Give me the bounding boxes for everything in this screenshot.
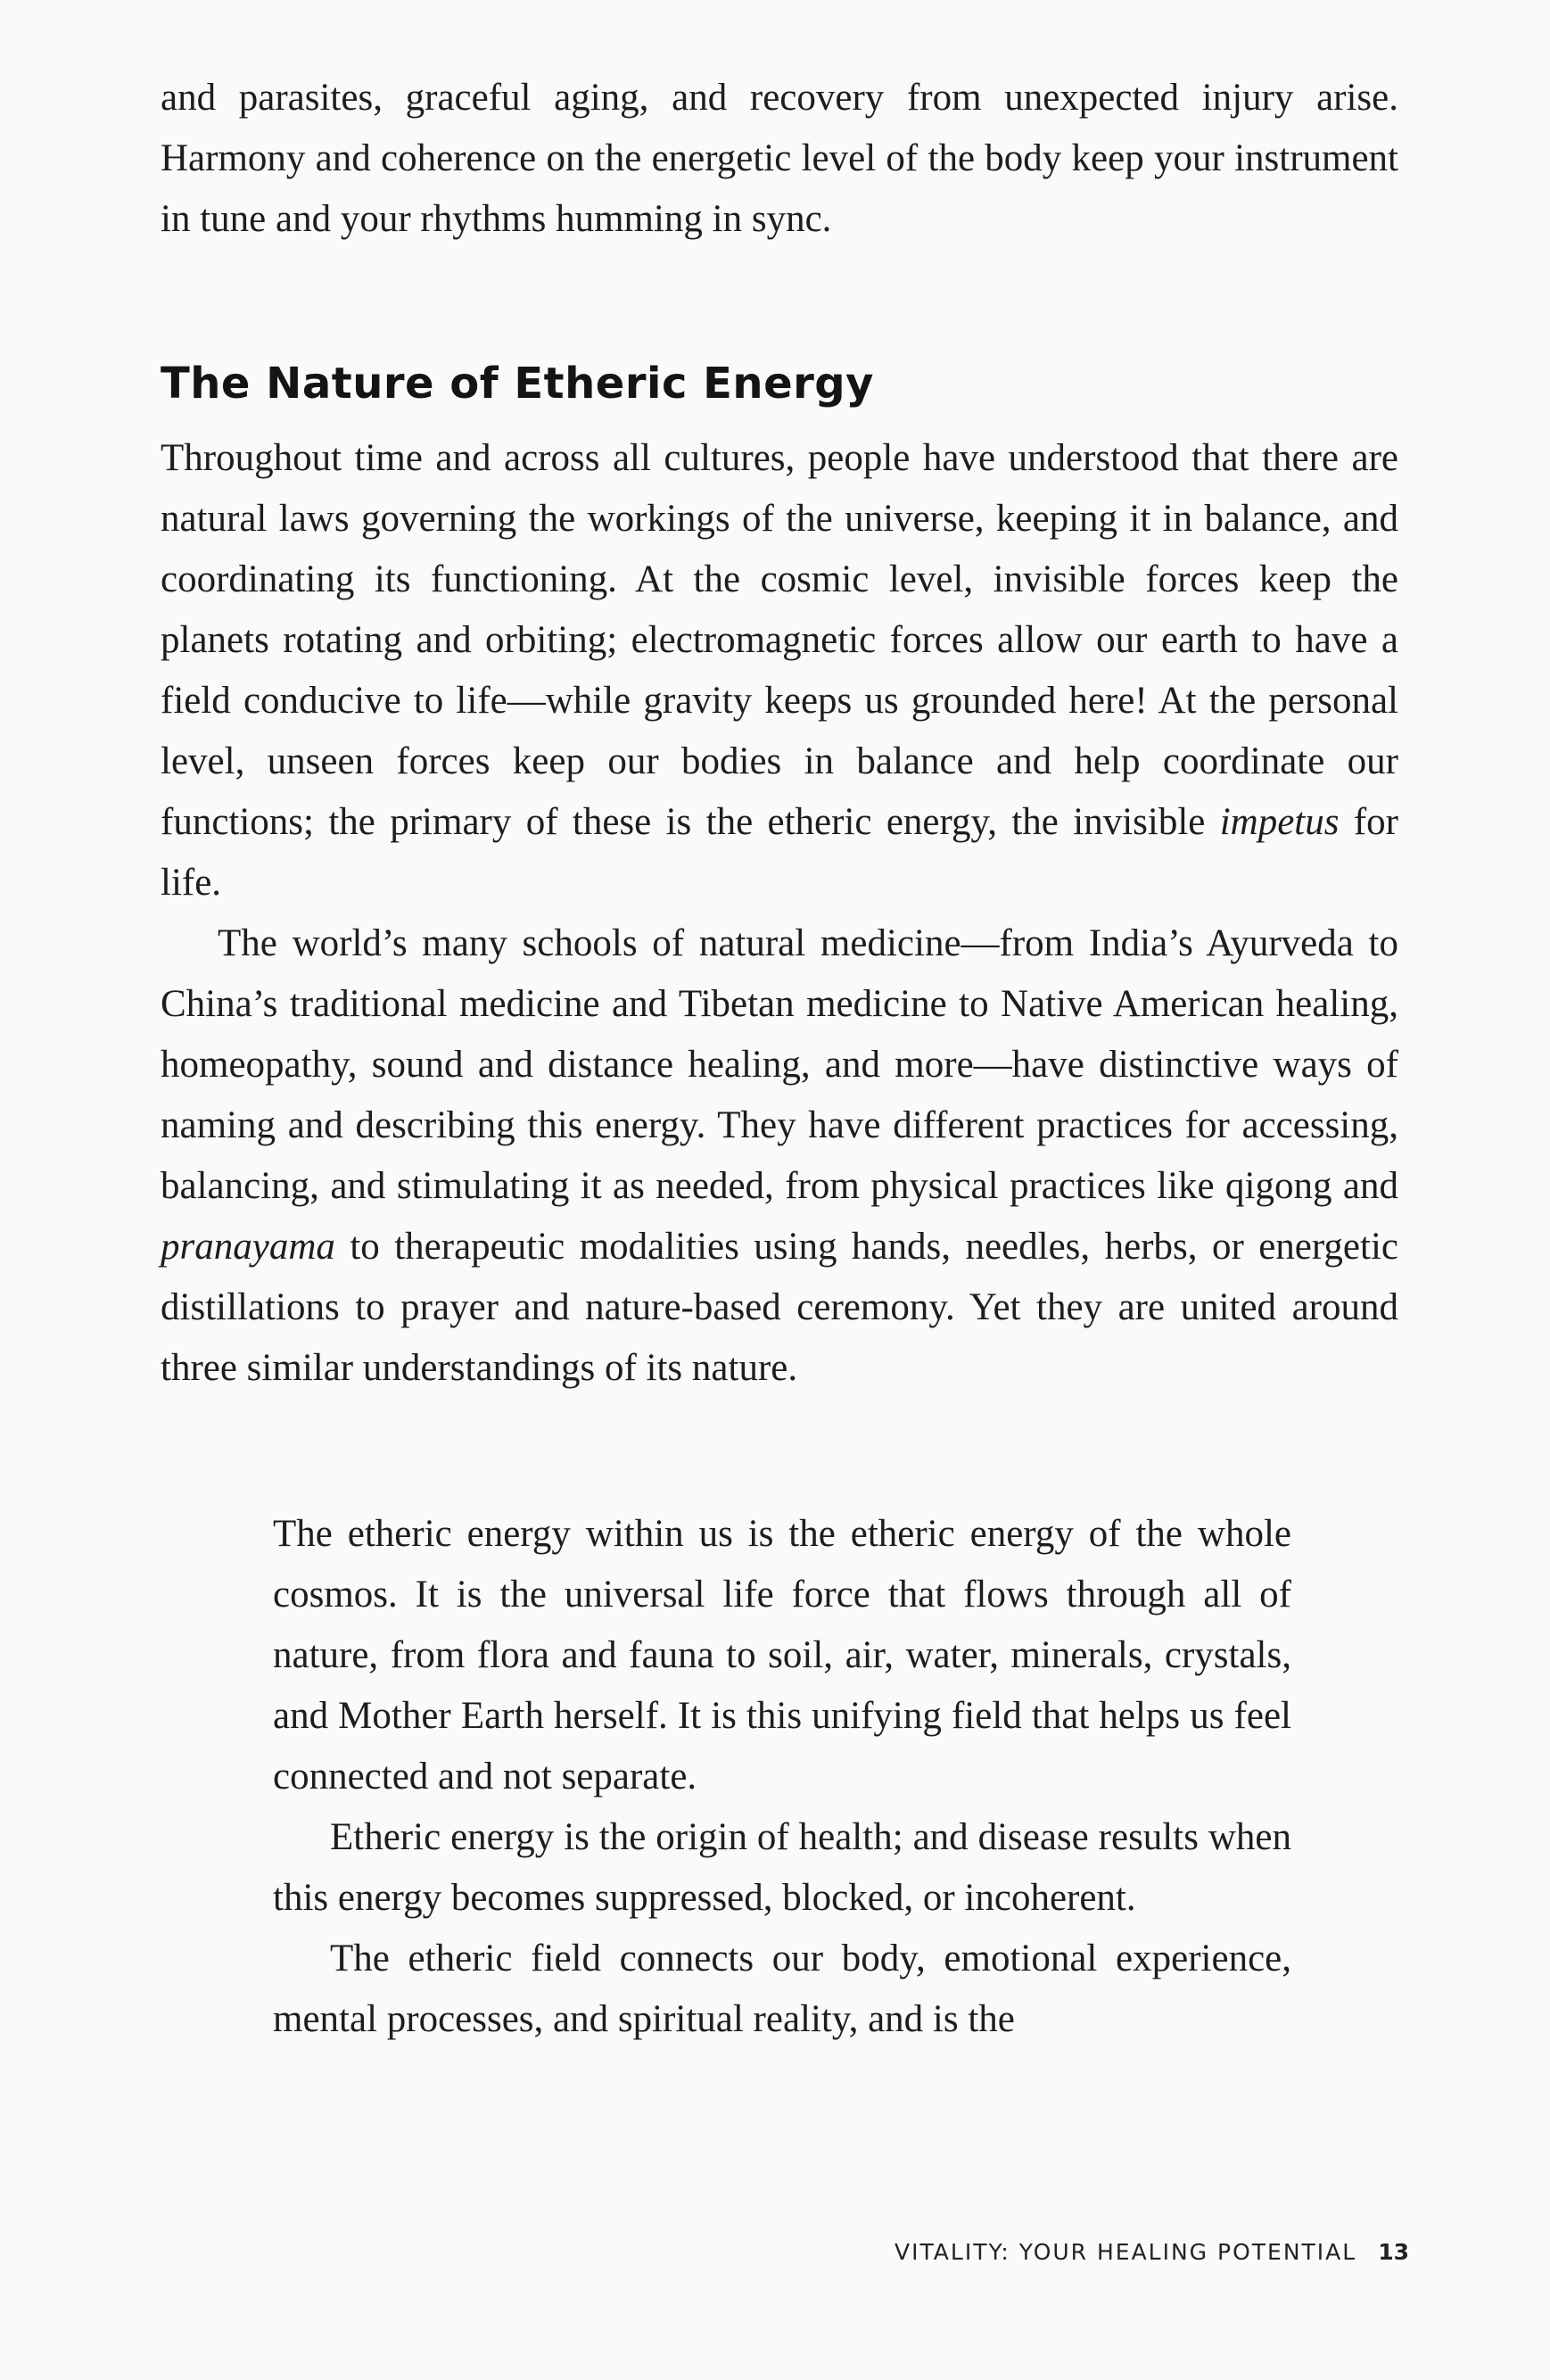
section-body xyxy=(161,428,1398,1399)
block-paragraph-1: The etheric energy within us is the etheric energy of the whole cosmos. It is the universal life force that flows through all of nature, from flora and fauna to soil, air, water, minerals, crystals, and Mother Earth herself. It is this unifying field that helps us feel connected and not separate. xyxy=(273,1513,1291,1797)
page-footer xyxy=(895,2239,1409,2265)
body-paragraph-1 xyxy=(161,428,1398,913)
running-head: VITALITY: YOUR HEALING POTENTIAL xyxy=(894,2239,1357,2265)
section-heading: The Nature of Etheric Energy xyxy=(161,359,874,409)
indented-block xyxy=(273,1504,1291,2050)
intro-paragraph: and parasites, graceful aging, and recovery from unexpected injury arise. Harmony and coherence on the energetic level of the body keep your instrument in tune and your rhythms humming in sync. xyxy=(161,77,1398,240)
body-paragraph-2-end: to therapeutic modalities using hands, needles, herbs, or energetic distillations to prayer and nature-based ceremony. Yet they are united around three similar understandings of its nature. xyxy=(161,1226,1398,1389)
body-paragraph-2-start: The world’s many schools of natural medicine—from India’s Ayurveda to China’s traditional medicine and Tibetan medicine to Native American healing, homeopathy, sound and distance healing, and more—have distinctive ways of naming and describing this energy. They have different practices for accessing, balancing, and stimulating it as needed, from physical practices like qigong and xyxy=(161,922,1398,1207)
page-number: 13 xyxy=(1378,2239,1409,2265)
body-paragraph-2 xyxy=(161,913,1398,1399)
block-paragraph-2: Etheric energy is the origin of health; and disease results when this energy becomes suppressed, blocked, or incoherent. xyxy=(273,1816,1291,1919)
body-paragraph-2-emphasis: pranayama xyxy=(161,1226,335,1268)
body-paragraph-1-emphasis: impetus xyxy=(1219,801,1340,843)
block-paragraph-3: The etheric field connects our body, emotional experience, mental processes, and spiritual reality, and is the xyxy=(273,1938,1291,2040)
body-paragraph-1-start: Throughout time and across all cultures, people have understood that there are natural laws governing the workings of the universe, keeping it in balance, and coordinating its functioning. At the cosmic level, invisible forces keep the planets rotating and orbiting; electromagnetic forces allow our earth to have a field conducive to life—while gravity keeps us grounded here! At the personal level, unseen forces keep our bodies in balance and help coordinate our functions; the primary of these is the etheric energy, the invisible xyxy=(161,437,1398,843)
body-paragraph-1-end: for life. xyxy=(161,801,1398,904)
